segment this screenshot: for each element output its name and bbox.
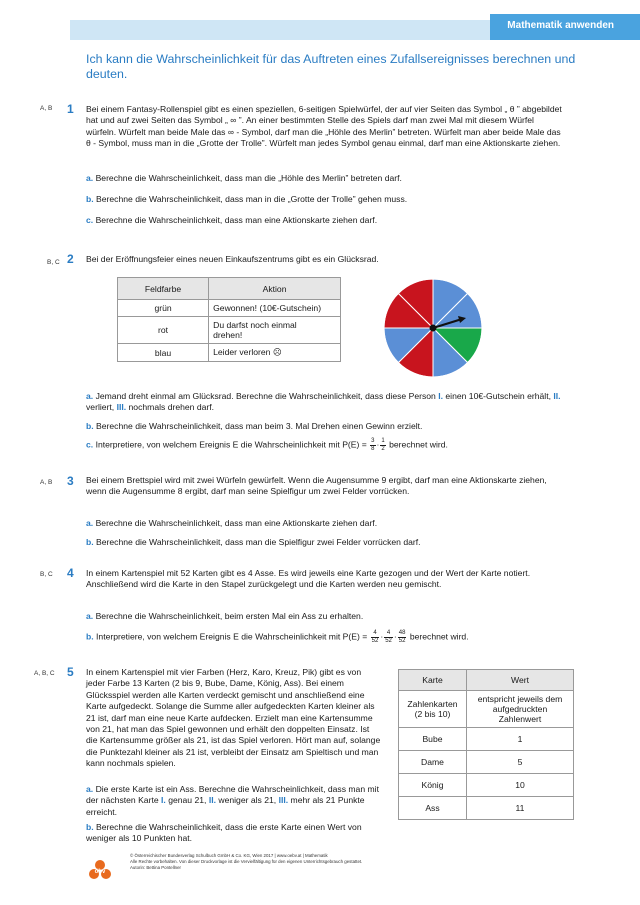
- task3-a-text: Berechne die Wahrscheinlichkeit, dass man eine Aktionskarte ziehen darf.: [95, 518, 378, 528]
- task1-a-label: a.: [86, 173, 94, 183]
- task5-b-text: Berechne die Wahrscheinlichkeit, dass die erste Karte einen Wert von weniger als 10 Punkten hat.: [86, 822, 362, 844]
- task2-number: 2: [67, 252, 74, 266]
- task5-number: 5: [67, 665, 74, 679]
- table-row: [399, 751, 574, 774]
- prize-wheel: [382, 277, 484, 379]
- table-cell: Zahlenkarten (2 bis 10): [399, 691, 467, 728]
- task5-a: [86, 784, 382, 818]
- fraction-denominator: 8: [371, 445, 375, 452]
- task4-b-text: Interpretiere, von welchem Ereignis E die Wahrscheinlichkeit mit: [96, 631, 341, 642]
- table-cell: entspricht jeweils dem aufgedruckten Zahlenwert: [467, 691, 574, 728]
- table-cell-text: Du darfst noch einmal drehen!: [213, 320, 297, 340]
- task5-a-II: II.: [208, 795, 216, 806]
- task2-a-text2: einen 10€-Gutschein erhält,: [445, 391, 551, 401]
- table-cell: Gewonnen! (10€-Gutschein): [209, 300, 341, 317]
- table-header: Karte: [399, 670, 467, 691]
- table-cell: 5: [467, 751, 574, 774]
- task5-a-III: III.: [278, 795, 289, 806]
- fraction-numerator: 3: [371, 438, 375, 444]
- task5-code: A, B, C: [34, 670, 55, 677]
- table-row: [399, 797, 574, 820]
- table-cell: rot: [118, 317, 209, 344]
- task4-b-pe: P(E) =: [342, 631, 368, 642]
- task3-a: [86, 518, 566, 529]
- publisher-logo: [87, 857, 113, 883]
- table-header: Feldfarbe: [118, 278, 209, 300]
- table-cell: König: [399, 774, 467, 797]
- footer-line: Alle Rechte vorbehalten. Von dieser Druckvorlage ist die Vervielfältigung für den eigenen Unterrichtsgebrauch gestattet.: [130, 859, 363, 864]
- task2-c-text: Interpretiere, von welchem Ereignis E die Wahrscheinlichkeit mit: [95, 439, 340, 450]
- card-value-table: [398, 669, 574, 820]
- task4-text: In einem Kartenspiel mit 52 Karten gibt es 4 Asse. Es wird jeweils eine Karte gezogen und der Wert der Karte notiert. Anschließend wird die Karte in den Stapel zurückgelegt und die Karten werden neu gemischt.: [86, 568, 531, 590]
- task4-b-fraction1: [371, 630, 380, 644]
- task3-b-text: Berechne die Wahrscheinlichkeit, dass man die Spielfigur zwei Felder vorrücken darf.: [96, 537, 421, 547]
- task2-c-pe: P(E) =: [342, 439, 367, 450]
- task5-a-I: I.: [161, 795, 166, 806]
- task2-c-fraction1: [370, 438, 375, 452]
- task2-b-text: Berechne die Wahrscheinlichkeit, dass man beim 3. Mal Drehen einen Gewinn erzielt.: [96, 421, 423, 431]
- table-cell: 1: [467, 728, 574, 751]
- task4-b-label: b.: [86, 631, 94, 642]
- task1-a-text: Berechne die Wahrscheinlichkeit, dass man die „Höhle des Merlin” betreten darf.: [95, 173, 402, 183]
- task2-code: B, C: [47, 259, 60, 266]
- task5-a-label: a.: [86, 784, 94, 794]
- task5-a-text3: weniger als 21,: [218, 795, 277, 806]
- task2-a-text4: nochmals drehen darf.: [128, 402, 215, 413]
- task4-number: 4: [67, 566, 74, 580]
- task4-b-fraction2: [384, 630, 393, 644]
- task1-b: [86, 194, 566, 205]
- table-cell: grün: [118, 300, 209, 317]
- task1-c-label: c.: [86, 215, 94, 225]
- fraction-denominator: 52: [371, 637, 379, 644]
- fraction-denominator: 2: [381, 445, 385, 452]
- table-row: [118, 317, 341, 344]
- task2-c-fraction2: [380, 438, 385, 452]
- table-row: [399, 691, 574, 728]
- table-cell: blau: [118, 344, 209, 362]
- task4-a: [86, 611, 566, 622]
- task2-c-text2: berechnet wird.: [389, 439, 448, 450]
- footer-text: [130, 853, 362, 871]
- fraction-numerator: 4: [384, 630, 393, 638]
- task4-b: [86, 630, 566, 644]
- fraction-denominator: 52: [385, 637, 392, 644]
- task5-a-text4: mehr als 21 Punkte erreicht.: [86, 795, 365, 817]
- table-cell: 10: [467, 774, 574, 797]
- task1-text: Bei einem Fantasy-Rollenspiel gibt es einen speziellen, 6-seitigen Spielwürfel, der auf vier Seiten das Symbol „ θ ” abgebildet hat und auf zwei Seiten das Symbol „ ∞ ”. An einer bestimmten Stelle des Spiels darf man zwei Mal mit diesem Würfel würfeln. Würfelt man beide Male das ∞ - Symbol, darf man die „Höhle des Merlin” betreten. Würfelt man aber beide Male das θ - Symbol, muss man in die „Grotte der Trolle”. Würfelt man jedes Symbol genau einmal, darf man eine Aktionskarte ziehen.: [86, 104, 562, 149]
- task5-b-label: b.: [86, 822, 94, 832]
- task3-code: A, B: [40, 479, 53, 486]
- task1-c: [86, 215, 566, 226]
- table-header-row: [399, 670, 574, 691]
- table-header-row: [118, 278, 341, 300]
- task5-b: [86, 822, 382, 845]
- task4-b-text2: berechnet wird.: [409, 631, 469, 642]
- logo-text: öbv: [94, 869, 106, 875]
- header-label: Mathematik anwenden: [507, 20, 614, 31]
- task5-text: In einem Kartenspiel mit vier Farben (Herz, Karo, Kreuz, Pik) gibt es von jeder Farbe 13 Karten (2 bis 9, Bube, Dame, König, Ass). Bei einem Glücksspiel werden alle Karten verdeckt gemischt und anschließend eine Karte aufgedeckt. Solange die Summe aller aufgedeckten Karten kleiner als 21 ist, darf man eine neue Karte aufdecken. Erzielt man eine Kartensumme von 21, hat man das Spiel gewonnen und erhält den doppelten Einsatz. Ist die Kartensumme größer als 21, ist das Spiel verloren. Hört man auf, solange die Punktezahl kleiner als 21 ist, verbleibt der Einsatz am Spieltisch und man kann nochmals spielen.: [86, 667, 381, 769]
- page-title: Ich kann die Wahrscheinlichkeit für das Auftreten eines Zufallsereignisses berechnen und deuten.: [86, 52, 576, 81]
- footer-line: Autorin: Bettina Pontellner: [130, 865, 182, 870]
- table-row: [399, 728, 574, 751]
- wheel-hub: [430, 325, 437, 332]
- task2-a-text3: verliert,: [86, 402, 115, 413]
- task2-a-III: III.: [116, 402, 127, 413]
- task2-c: [86, 438, 566, 452]
- task4-a-label: a.: [86, 611, 94, 621]
- wheel-table: [117, 277, 341, 362]
- task2-a-I: I.: [438, 391, 443, 401]
- task2-b: [86, 421, 566, 432]
- task4-b-dot2: ·: [393, 631, 397, 642]
- task4-b-dot1: ·: [380, 631, 384, 642]
- task1-number: 1: [67, 102, 74, 116]
- table-cell: Dame: [399, 751, 467, 774]
- table-row: [118, 300, 341, 317]
- task1-code: A, B: [40, 105, 53, 112]
- task2-a-II: II.: [553, 391, 561, 401]
- table-cell: [209, 317, 341, 344]
- table-header: Aktion: [209, 278, 341, 300]
- fraction-numerator: 4: [371, 630, 380, 638]
- table-cell: Ass: [399, 797, 467, 820]
- task1-c-text: Berechne die Wahrscheinlichkeit, dass man eine Aktionskarte ziehen darf.: [95, 215, 378, 225]
- task1-a: [86, 173, 566, 184]
- task4-b-fraction3: [398, 630, 407, 644]
- task4-code: B, C: [40, 571, 53, 578]
- task5-a-text2: genau 21,: [168, 795, 207, 806]
- task2-c-dot: ·: [376, 439, 380, 450]
- fraction-numerator: 1: [381, 438, 385, 444]
- task3-a-label: a.: [86, 518, 94, 528]
- task2-text: Bei der Eröffnungsfeier eines neuen Einkaufszentrums gibt es ein Glücksrad.: [86, 254, 379, 264]
- task2-a-text: Jemand dreht einmal am Glücksrad. Berechne die Wahrscheinlichkeit, dass diese Person: [95, 391, 436, 401]
- task1-b-text: Berechne die Wahrscheinlichkeit, dass man in die „Grotte der Trolle” gehen muss.: [96, 194, 408, 204]
- table-row: [399, 774, 574, 797]
- fraction-numerator: 48: [398, 630, 406, 636]
- fraction-denominator: 52: [398, 637, 406, 644]
- task3-text: Bei einem Brettspiel wird mit zwei Würfeln gewürfelt. Wenn die Augensumme 9 ergibt, darf man eine Aktionskarte ziehen, wenn die Augensumme 8 ergibt, darf man seine Spielfigur um zwei Felder vorrücken.: [86, 475, 547, 497]
- table-cell: 11: [467, 797, 574, 820]
- task2-a-label: a.: [86, 391, 94, 401]
- task3-b-label: b.: [86, 537, 94, 547]
- task3-b: [86, 537, 566, 548]
- task1-b-label: b.: [86, 194, 94, 204]
- table-cell: Leider verloren ☹: [209, 344, 341, 362]
- task2-b-label: b.: [86, 421, 94, 431]
- task2-a: [86, 391, 566, 414]
- task3-number: 3: [67, 474, 74, 488]
- table-cell: Bube: [399, 728, 467, 751]
- task5-a-text: Die erste Karte ist ein Ass. Berechne die Wahrscheinlichkeit, dass man mit der nächsten Karte: [86, 784, 379, 806]
- task2-c-label: c.: [86, 439, 94, 450]
- footer-line: © Österreichischer Bundesverlag Schulbuch GmbH & Co. KG, Wien 2017 | www.oebv.at | Mathematik: [130, 853, 328, 858]
- task4-a-text: Berechne die Wahrscheinlichkeit, beim ersten Mal ein Ass zu erhalten.: [95, 611, 364, 621]
- table-header: Wert: [467, 670, 574, 691]
- table-row: [118, 344, 341, 362]
